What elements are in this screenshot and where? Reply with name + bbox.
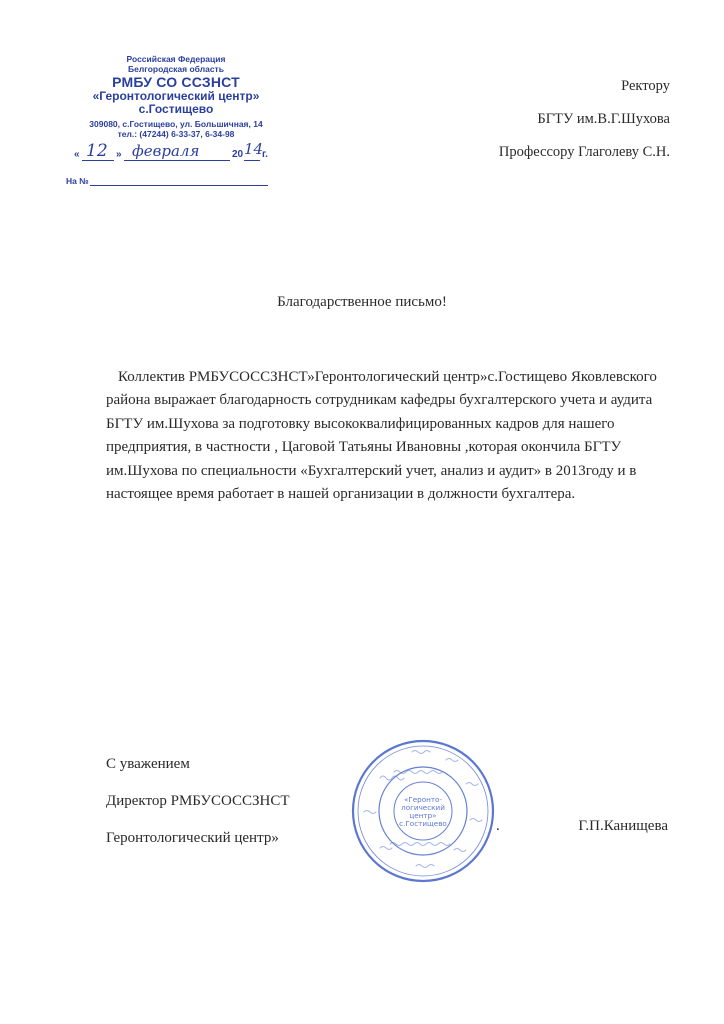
letterhead-number	[66, 176, 276, 186]
letterhead-org-place: с.Гостищево	[138, 102, 214, 116]
closing-block	[106, 746, 290, 857]
svg-text:с.Гостищево: с.Гостищево	[399, 819, 447, 828]
letterhead-address: 309080, с.Гостищево, ул. Большичная, 14	[89, 119, 263, 129]
addressee-line-1: Ректору	[621, 78, 670, 94]
date-close-quote: »	[116, 149, 122, 160]
date-year-prefix: 20	[232, 149, 244, 160]
svg-text:логический: логический	[401, 803, 445, 812]
closing-line-2: Директор РМБУСОССЗНСТ	[106, 793, 290, 809]
addressee-block	[499, 70, 670, 169]
number-label: На №	[66, 176, 89, 186]
addressee-line-2: БГТУ им.В.Г.Шухова	[537, 111, 670, 127]
date-year-handwritten: 14	[244, 140, 264, 158]
svg-text:центр»: центр»	[409, 811, 437, 820]
date-year-unit: г.	[262, 149, 268, 160]
closing-line-3: Геронтологический центр»	[106, 830, 279, 846]
date-day-handwritten: 12	[86, 141, 108, 161]
signature-dot: .	[496, 818, 500, 834]
body-paragraph: Коллектив РМБУСОССЗНСТ»Геронтологический центр»с.Гостищево Яковлевского района выражает благодарность сотрудникам кафедры бухгалтерского учета и аудита БГТУ им.Шухова за подготовку высококвалифицированных кадров для нашего предприятия, в частности , Цаговой Татьяны Ивановны ,которая окончила БГТУ им.Шухова по специальности «Бухгалтерский учет, анализ и аудит» в 2013году и в настоящее время работает в нашей организации в должности бухгалтера.	[106, 369, 657, 503]
letterhead-region: Белгородская область	[128, 64, 224, 74]
closing-line-1: С уважением	[106, 756, 190, 772]
date-open-quote: «	[74, 149, 80, 160]
letterhead-org-name: «Геронтологический центр»	[92, 89, 260, 103]
letterhead-phones: тел.: (47244) 6-33-37, 6-34-98	[117, 129, 235, 139]
letterhead-stamp	[66, 54, 286, 186]
letterhead-org-short: РМБУ СО ССЗНСТ	[112, 74, 240, 90]
letter-body	[106, 366, 666, 506]
svg-text:«Геронто-: «Геронто-	[403, 795, 443, 804]
letterhead-country: Российская Федерация	[126, 54, 226, 64]
round-seal-stamp	[350, 738, 496, 884]
signer-name: Г.П.Канищева	[578, 818, 668, 834]
date-month-handwritten: февраля	[132, 142, 200, 160]
letterhead-date	[66, 140, 286, 163]
addressee-line-3: Профессору Глаголеву С.Н.	[498, 144, 670, 160]
letter-title: Благодарственное письмо!	[277, 294, 447, 310]
